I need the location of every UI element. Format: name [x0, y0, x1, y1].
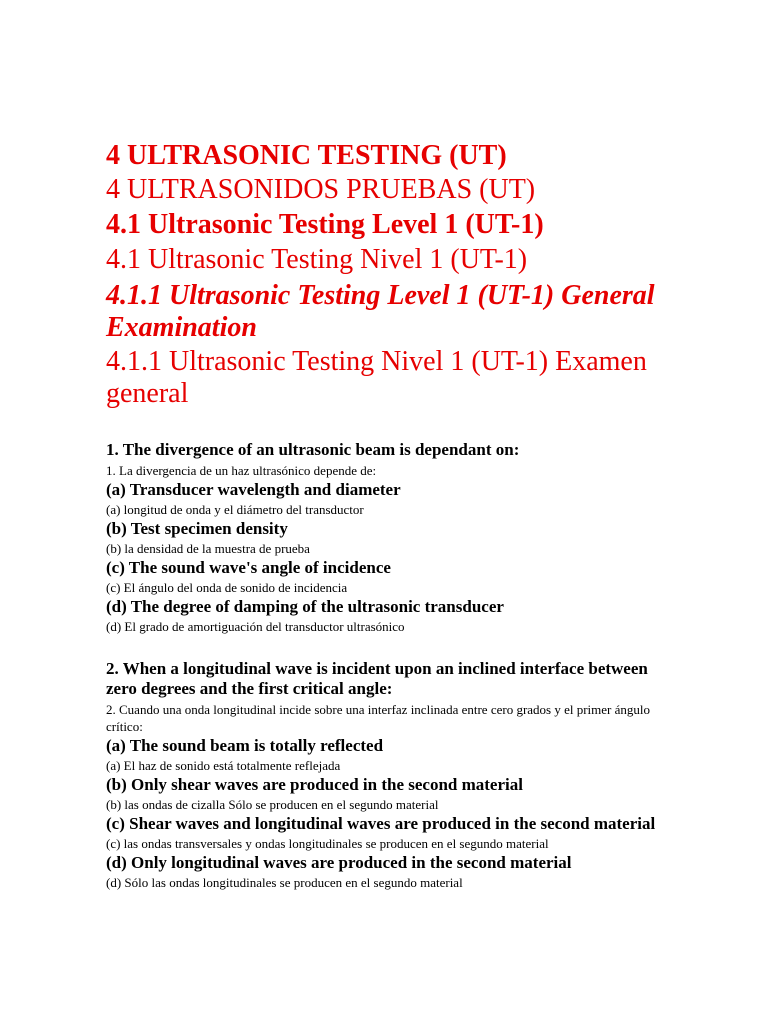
question-2-option-c-en: (c) Shear waves and longitudinal waves are produced in the second material: [106, 814, 656, 833]
heading-ut-en: 4 ULTRASONIC TESTING (UT): [106, 140, 507, 171]
question-1-option-c-en: (c) The sound wave's angle of incidence: [106, 558, 391, 577]
question-2-option-a-en: (a) The sound beam is totally reflected: [106, 736, 384, 755]
question-1-option-b-es: (b) la densidad de la muestra de prueba: [106, 541, 310, 556]
question-1-option-a-es: (a) longitud de onda y el diámetro del transductor: [106, 502, 364, 517]
question-2-option-d-en: (d) Only longitudinal waves are produced in the second material: [106, 853, 572, 872]
heading-level1-en: 4.1 Ultrasonic Testing Level 1 (UT-1): [106, 209, 544, 240]
question-2-option-b-es: (b) las ondas de cizalla Sólo se producen en el segundo material: [106, 797, 439, 812]
question-1-text-en: 1. The divergence of an ultrasonic beam is dependant on:: [106, 440, 520, 459]
question-2-option-b-en: (b) Only shear waves are produced in the second material: [106, 775, 523, 794]
question-1-option-a-en: (a) Transducer wavelength and diameter: [106, 480, 401, 499]
document-page: [106, 140, 666, 891]
question-2-option-c-es: (c) las ondas transversales y ondas longitudinales se producen en el segundo material: [106, 836, 549, 851]
question-1: [106, 440, 666, 635]
question-2: [106, 659, 666, 891]
heading-general-exam-en: 4.1.1 Ultrasonic Testing Level 1 (UT-1) General Examination: [106, 280, 655, 343]
heading-level1-es: 4.1 Ultrasonic Testing Nivel 1 (UT-1): [106, 244, 528, 275]
question-2-text-es: 2. Cuando una onda longitudinal incide sobre una interfaz inclinada entre cero grados y el primer ángulo crítico:: [106, 702, 651, 734]
question-1-text-es: 1. La divergencia de un haz ultrasónico depende de:: [106, 463, 377, 478]
question-2-text-en: 2. When a longitudinal wave is incident upon an inclined interface between zero degrees and the first critical angle:: [106, 659, 648, 698]
question-1-option-c-es: (c) El ángulo del onda de sonido de incidencia: [106, 580, 348, 595]
question-1-option-b-en: (b) Test specimen density: [106, 519, 288, 538]
question-1-option-d-es: (d) El grado de amortiguación del transductor ultrasónico: [106, 619, 405, 634]
question-2-option-a-es: (a) El haz de sonido está totalmente reflejada: [106, 758, 341, 773]
heading-ut-es: 4 ULTRASONIDOS PRUEBAS (UT): [106, 174, 536, 205]
heading-general-exam-es: 4.1.1 Ultrasonic Testing Nivel 1 (UT-1) Examen general: [106, 346, 647, 409]
question-2-option-d-es: (d) Sólo las ondas longitudinales se producen en el segundo material: [106, 875, 463, 890]
question-1-option-d-en: (d) The degree of damping of the ultrasonic transducer: [106, 597, 504, 616]
